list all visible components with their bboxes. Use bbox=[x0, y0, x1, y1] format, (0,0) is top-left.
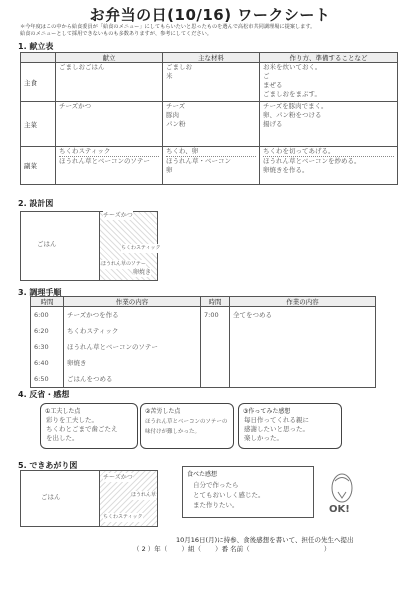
reflection-box-impressions bbox=[238, 403, 342, 449]
menu-ingredient: ほうれん草・ベーコン bbox=[166, 156, 256, 166]
step-task: 全てをつめる bbox=[233, 311, 272, 319]
menu-method-line: 揚げる bbox=[263, 120, 283, 128]
menu-ingredient: 米 bbox=[166, 72, 173, 80]
box-title: ③作ってみた感想 bbox=[243, 408, 291, 415]
menu-method-line: 卵、パン粉をつける bbox=[263, 111, 322, 119]
box-line: を出した。 bbox=[46, 434, 79, 442]
footer-class: ）組（ bbox=[181, 545, 201, 553]
design-lunchbox bbox=[20, 211, 161, 281]
menu-dish: ほうれん草とベーコンのソテー bbox=[59, 156, 159, 166]
comment-line: また作りたい。 bbox=[193, 501, 239, 509]
menu-ingredient: ちくわ、卵 bbox=[166, 147, 199, 155]
menu-method-line: ごましおをまぶす。 bbox=[263, 90, 321, 98]
mascot-drawing bbox=[326, 468, 358, 506]
menu-method-line: チーズを豚肉でまく。 bbox=[263, 102, 328, 110]
result-lunchbox bbox=[20, 470, 158, 527]
menu-method-line: ご bbox=[263, 72, 270, 80]
footer-grade: （ 2 ）年（ bbox=[133, 545, 168, 553]
design-egg-label: 卵焼き bbox=[133, 269, 152, 276]
menu-dish: ごましおごはん bbox=[59, 63, 105, 71]
menu-ingredient: 卵 bbox=[166, 166, 173, 174]
reflection-box-difficulties bbox=[140, 403, 234, 449]
step-time: 6:00 bbox=[34, 311, 49, 319]
ok-stamp: OK! bbox=[329, 504, 350, 515]
box-line: 毎日作ってくれる親に bbox=[244, 416, 309, 424]
step-task: ほうれん草とベーコンのソテー bbox=[67, 343, 158, 351]
step-task: 卵焼き bbox=[67, 359, 87, 367]
reflection-box-good-points bbox=[40, 403, 138, 449]
menu-header-dish: 献立 bbox=[56, 53, 163, 63]
steps-header-task: 作業の内容 bbox=[64, 297, 201, 307]
steps-header-task-2: 作業の内容 bbox=[230, 297, 376, 307]
result-rice-label: ごはん bbox=[41, 493, 61, 501]
worksheet-title: お弁当の日(10/16) ワークシート bbox=[89, 6, 331, 24]
result-rice-area bbox=[21, 471, 100, 526]
step-time: 7:00 bbox=[204, 311, 219, 319]
section-reflection-heading: 4. 反省・感想 bbox=[18, 390, 70, 399]
result-saute-label: ほうれん草 bbox=[131, 492, 157, 498]
footer-name-line bbox=[133, 544, 330, 553]
box-line: ちくわとごまで歯ごたえ bbox=[46, 425, 118, 433]
footer-close: ） bbox=[323, 545, 331, 553]
box-line: ほうれん草とベーコンのソテーの bbox=[145, 419, 228, 425]
result-stick-label: ちくわスティック bbox=[103, 514, 143, 520]
steps-header-time: 時間 bbox=[31, 297, 64, 307]
box-line: 楽しかった。 bbox=[244, 434, 283, 442]
box-title: ①工夫した点 bbox=[45, 408, 81, 415]
notice-line-1: ＊今年度はこの中から給食委員が「給食のメニュー」にしてもらいたいと思ったものを選んで高松市共同調理場に提案します。 bbox=[20, 24, 316, 30]
section-cooking-heading: 3. 調理手順 bbox=[18, 288, 62, 297]
box-line: 彩りを工夫した。 bbox=[46, 416, 98, 424]
menu-method-line: ちくわを切ってあげる。 bbox=[263, 147, 335, 155]
section-design-heading: 2. 設計図 bbox=[18, 199, 54, 208]
menu-ingredient: チーズ bbox=[166, 102, 186, 110]
design-saute-label: ほうれん草のソテー bbox=[101, 261, 146, 267]
menu-category: 副菜 bbox=[21, 147, 56, 185]
step-task: ごはんをつめる bbox=[67, 375, 113, 383]
comment-title: 食べた感想 bbox=[187, 471, 218, 478]
menu-method-line: まぜる bbox=[263, 81, 283, 89]
menu-header-method: 作り方、準備することなど bbox=[260, 53, 398, 63]
menu-category: 主菜 bbox=[21, 102, 56, 147]
section-result-heading: 5. できあがり図 bbox=[18, 461, 78, 470]
footer-number: ）番 名前（ bbox=[215, 545, 250, 553]
menu-category: 主食 bbox=[21, 63, 56, 102]
notice-line-2: 給食のメニューとして採用できないものも多数ありますが、参考にしてください。 bbox=[20, 31, 212, 37]
design-top-label: チーズかつ bbox=[103, 212, 133, 219]
menu-ingredient: パン粉 bbox=[166, 120, 186, 128]
menu-table bbox=[20, 52, 398, 185]
menu-dish: チーズかつ bbox=[59, 102, 92, 110]
step-time: 6:20 bbox=[34, 327, 49, 335]
menu-ingredient: ごましお bbox=[166, 63, 192, 71]
menu-header-ingredients: 主な材料 bbox=[163, 53, 260, 63]
design-rice-label: ごはん bbox=[37, 240, 57, 248]
step-time: 6:30 bbox=[34, 343, 49, 351]
steps-header-time-2: 時間 bbox=[201, 297, 230, 307]
design-rice-area bbox=[21, 212, 100, 280]
comment-line: 自分で作ったら bbox=[193, 481, 239, 489]
section-menu-heading: 1. 献立表 bbox=[18, 42, 54, 51]
ok-mascot-icon bbox=[326, 468, 358, 518]
result-comment-box bbox=[182, 466, 314, 518]
footer-instruction: 10月16日(月)に持参、食後感想を書いて、担任の先生へ提出 bbox=[176, 536, 354, 544]
menu-method-line: ほうれん草とベーコンを炒める。 bbox=[263, 156, 394, 166]
menu-method-line: 卵焼きを作る。 bbox=[263, 166, 309, 174]
comment-line: とてもおいしく感じた。 bbox=[193, 491, 265, 499]
menu-header-blank bbox=[21, 53, 56, 63]
box-line: 感謝したいと思った。 bbox=[244, 425, 309, 433]
menu-method-line: お米を炊いておく。 bbox=[263, 63, 322, 71]
step-time: 6:40 bbox=[34, 359, 49, 367]
box-line: 味付けが難しかった。 bbox=[145, 429, 201, 435]
step-task: ちくわスティック bbox=[67, 327, 119, 335]
design-stick-label: ちくわスティック bbox=[121, 245, 161, 251]
step-time: 6:50 bbox=[34, 375, 49, 383]
result-top-label: チーズかつ bbox=[103, 474, 133, 481]
step-task: チーズかつを作る bbox=[67, 311, 119, 319]
menu-ingredient: 豚肉 bbox=[166, 111, 179, 119]
menu-dish: ちくわスティック bbox=[59, 147, 111, 155]
steps-table bbox=[30, 296, 376, 388]
box-title: ②苦労した点 bbox=[145, 408, 181, 415]
